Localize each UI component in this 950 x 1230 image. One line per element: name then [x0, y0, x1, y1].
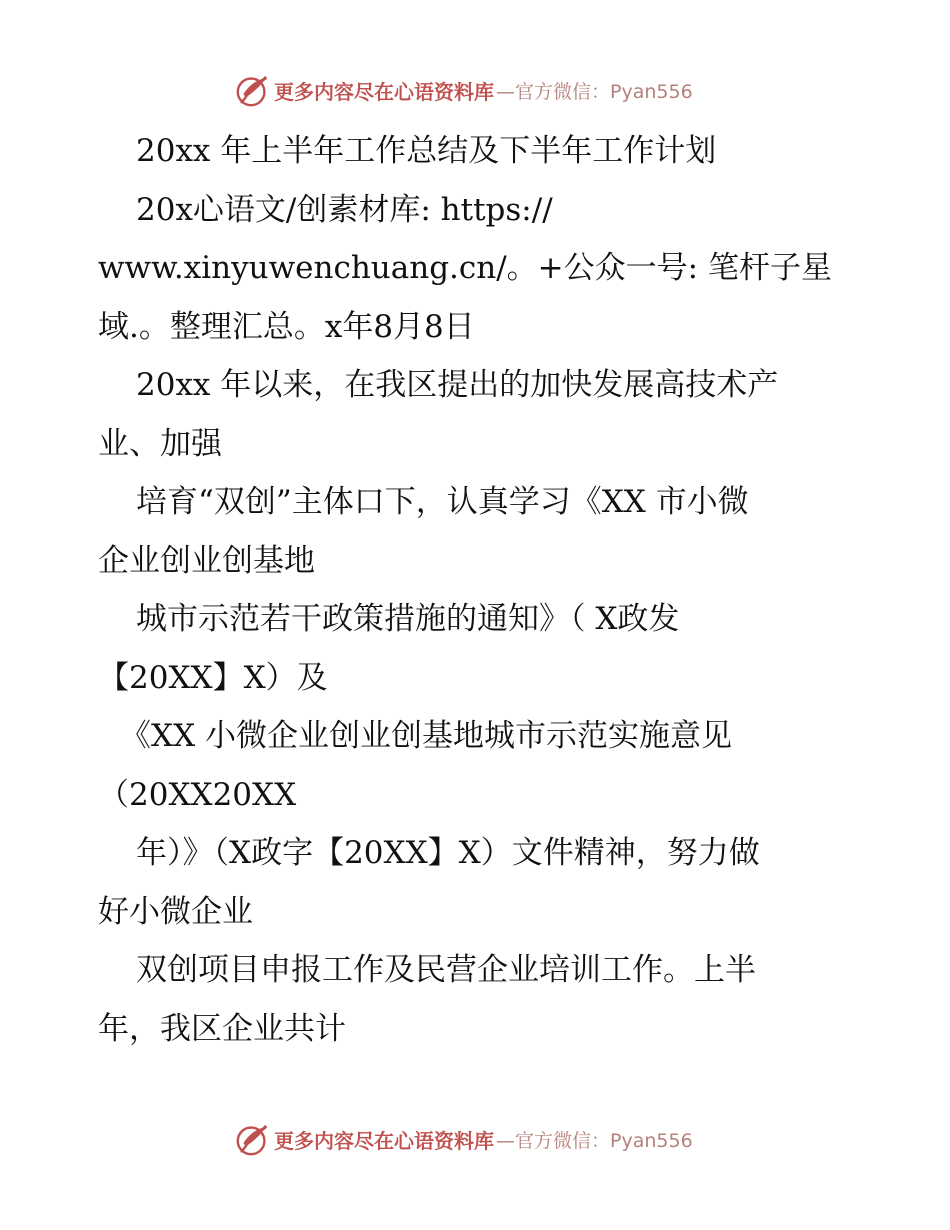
- paragraph-line: 《XX 小微企业创业创基地城市示范实施意见: [120, 718, 732, 754]
- paragraph-line: 年）》（X政字【20XX】X）文件精神，努力做: [136, 835, 760, 871]
- header-banner: [234, 70, 714, 110]
- paragraph-line: （20XX20XX: [98, 776, 297, 813]
- document-title: 20xx 年上半年工作总结及下半年工作计划: [136, 133, 717, 169]
- footer-banner: [234, 1119, 714, 1159]
- paragraph-line: 年，我区企业共计: [98, 1010, 346, 1047]
- paragraph-line: 好小微企业: [98, 893, 253, 930]
- paragraph-line: 20x心语文/创素材库: https://: [136, 191, 553, 228]
- banner-brand-text: 更多内容尽在心语资料库: [274, 79, 494, 104]
- pen-logo-icon: [234, 71, 272, 109]
- paragraph-line: 城市示范若干政策措施的通知》（ X政发: [136, 601, 680, 637]
- banner-wechat-text: —官方微信：Pyan556: [496, 1129, 693, 1152]
- paragraph-line: www.xinyuwenchuang.cn/。+公众一号: 笔杆子星: [98, 250, 832, 286]
- pen-logo-icon: [234, 1120, 272, 1158]
- paragraph-line: 域.。整理汇总。x年8月8日: [98, 308, 475, 345]
- document-body: [98, 122, 838, 1058]
- paragraph-line: 培育“双创”主体口下，认真学习《XX 市小微: [136, 484, 749, 520]
- paragraph-line: 业、加强: [98, 425, 222, 462]
- paragraph-line: 双创项目申报工作及民营企业培训工作。上半: [136, 952, 756, 988]
- banner-wechat-text: —官方微信：Pyan556: [496, 80, 693, 103]
- paragraph-line: 【20XX】X）及: [98, 659, 328, 696]
- paragraph-line: 企业创业创基地: [98, 542, 315, 579]
- banner-brand-text: 更多内容尽在心语资料库: [274, 1128, 494, 1153]
- paragraph-line: 20xx 年以来，在我区提出的加快发展高技术产: [136, 367, 779, 403]
